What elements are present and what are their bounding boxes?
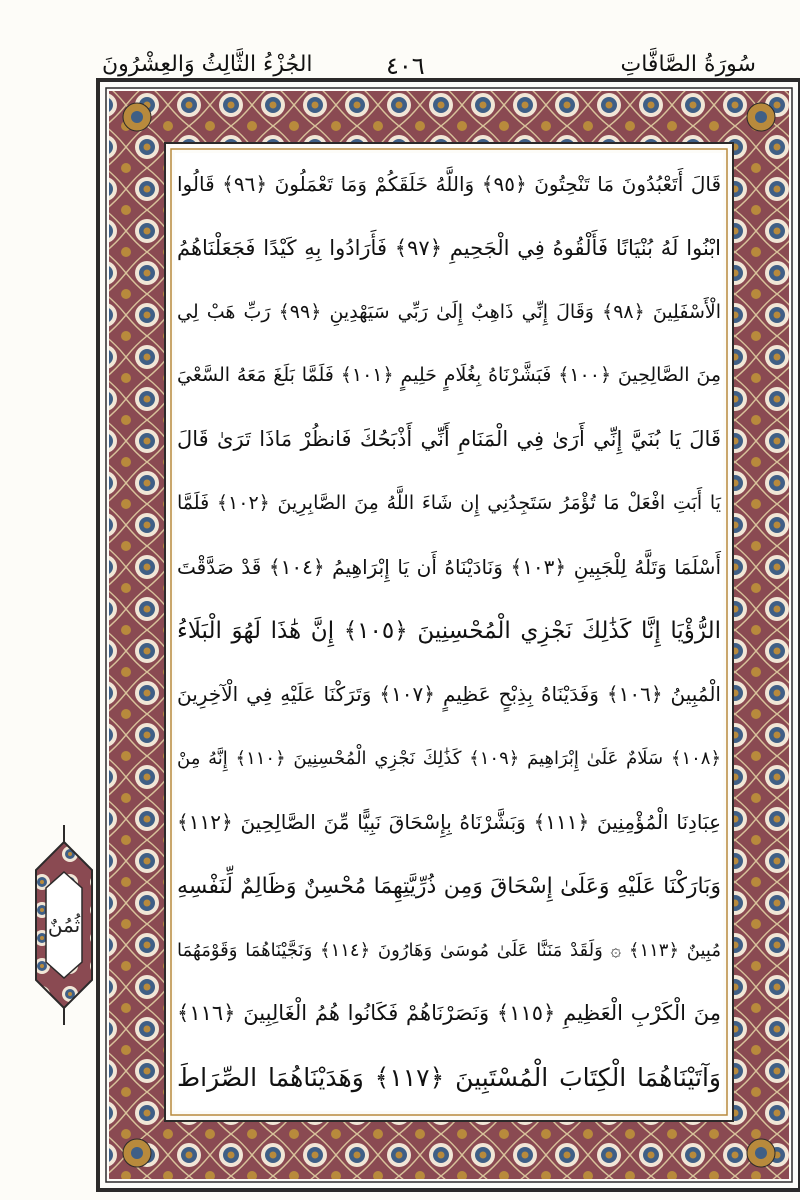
text-line: وَآتَيْنَاهُمَا الْكِتَابَ الْمُسْتَبِينَ ﴿١١٧﴾ وَهَدَيْنَاهُمَا الصِّرَاطَ: [177, 1063, 721, 1093]
margin-marker: [35, 825, 93, 1025]
page-number: ٤٠٦: [386, 52, 425, 80]
text-line: ابْنُوا لَهُ بُنْيَانًا فَأَلْقُوهُ فِي الْجَحِيمِ ﴿٩٧﴾ فَأَرَادُوا بِهِ كَيْدًا فَجَعَلْنَاهُمُ: [177, 235, 721, 260]
text-line: يَا أَبَتِ افْعَلْ مَا تُؤْمَرُ سَتَجِدُنِي إِن شَاءَ اللَّهُ مِنَ الصَّابِرِينَ ﴿١٠٢﴾ فَلَمَّا: [177, 491, 721, 514]
text-line: الْمُبِينُ ﴿١٠٦﴾ وَفَدَيْنَاهُ بِذِبْحٍ عَظِيمٍ ﴿١٠٧﴾ وَتَرَكْنَا عَلَيْهِ فِي الْآخِرِينَ: [177, 682, 721, 707]
surah-name: سُورَةُ الصَّافَّاتِ: [620, 52, 756, 77]
text-line: ﴿١٠٨﴾ سَلَامٌ عَلَىٰ إِبْرَاهِيمَ ﴿١٠٩﴾ كَذَٰلِكَ نَجْزِي الْمُحْسِنِينَ ﴿١١٠﴾ إِنَّهُ مِنْ: [177, 748, 721, 770]
juz-name: الجُزْءُ الثَّالِثُ وَالعِشْرُونَ: [102, 52, 313, 77]
margin-label: ثُمُنٌ: [47, 913, 81, 937]
text-line: مُبِينٌ ﴿١١٣﴾ ۞ وَلَقَدْ مَنَنَّا عَلَىٰ مُوسَىٰ وَهَارُونَ ﴿١١٤﴾ وَنَجَّيْنَاهُمَا وَقَوْمَهُمَا: [177, 939, 721, 961]
verse-text-area: [175, 153, 723, 1111]
text-line: وَبَارَكْنَا عَلَيْهِ وَعَلَىٰ إِسْحَاقَ وَمِن ذُرِّيَّتِهِمَا مُحْسِنٌ وَظَالِمٌ لِّنَفْسِهِ: [177, 873, 721, 899]
text-line: قَالَ أَتَعْبُدُونَ مَا تَنْحِتُونَ ﴿٩٥﴾ وَاللَّهُ خَلَقَكُمْ وَمَا تَعْمَلُونَ ﴿٩٦﴾ قَالُوا: [177, 172, 722, 196]
text-line: مِنَ الصَّالِحِينَ ﴿١٠٠﴾ فَبَشَّرْنَاهُ بِغُلَامٍ حَلِيمٍ ﴿١٠١﴾ فَلَمَّا بَلَغَ مَعَهُ السَّعْيَ: [177, 364, 721, 387]
text-line: مِنَ الْكَرْبِ الْعَظِيمِ ﴿١١٥﴾ وَنَصَرْنَاهُمْ فَكَانُوا هُمُ الْغَالِبِينَ ﴿١١٦﴾: [177, 1001, 722, 1026]
text-line: عِبَادِنَا الْمُؤْمِنِينَ ﴿١١١﴾ وَبَشَّرْنَاهُ بِإِسْحَاقَ نَبِيًّا مِّنَ الصَّالِحِينَ ﴿١١٢﴾: [177, 809, 721, 834]
text-line: الْأَسْفَلِينَ ﴿٩٨﴾ وَقَالَ إِنِّي ذَاهِبٌ إِلَىٰ رَبِّي سَيَهْدِينِ ﴿٩٩﴾ رَبِّ هَبْ لِي: [177, 300, 721, 323]
text-line: الرُّؤْيَا إِنَّا كَذَٰلِكَ نَجْزِي الْمُحْسِنِينَ ﴿١٠٥﴾ إِنَّ هَٰذَا لَهُوَ الْبَلَاءُ: [177, 617, 721, 644]
text-line: أَسْلَمَا وَتَلَّهُ لِلْجَبِينِ ﴿١٠٣﴾ وَنَادَيْنَاهُ أَن يَا إِبْرَاهِيمُ ﴿١٠٤﴾ قَدْ صَدَّقْتَ: [177, 554, 721, 579]
text-line: قَالَ يَا بُنَيَّ إِنِّي أَرَىٰ فِي الْمَنَامِ أَنِّي أَذْبَحُكَ فَانظُرْ مَاذَا تَرَىٰ قَالَ: [177, 427, 721, 452]
